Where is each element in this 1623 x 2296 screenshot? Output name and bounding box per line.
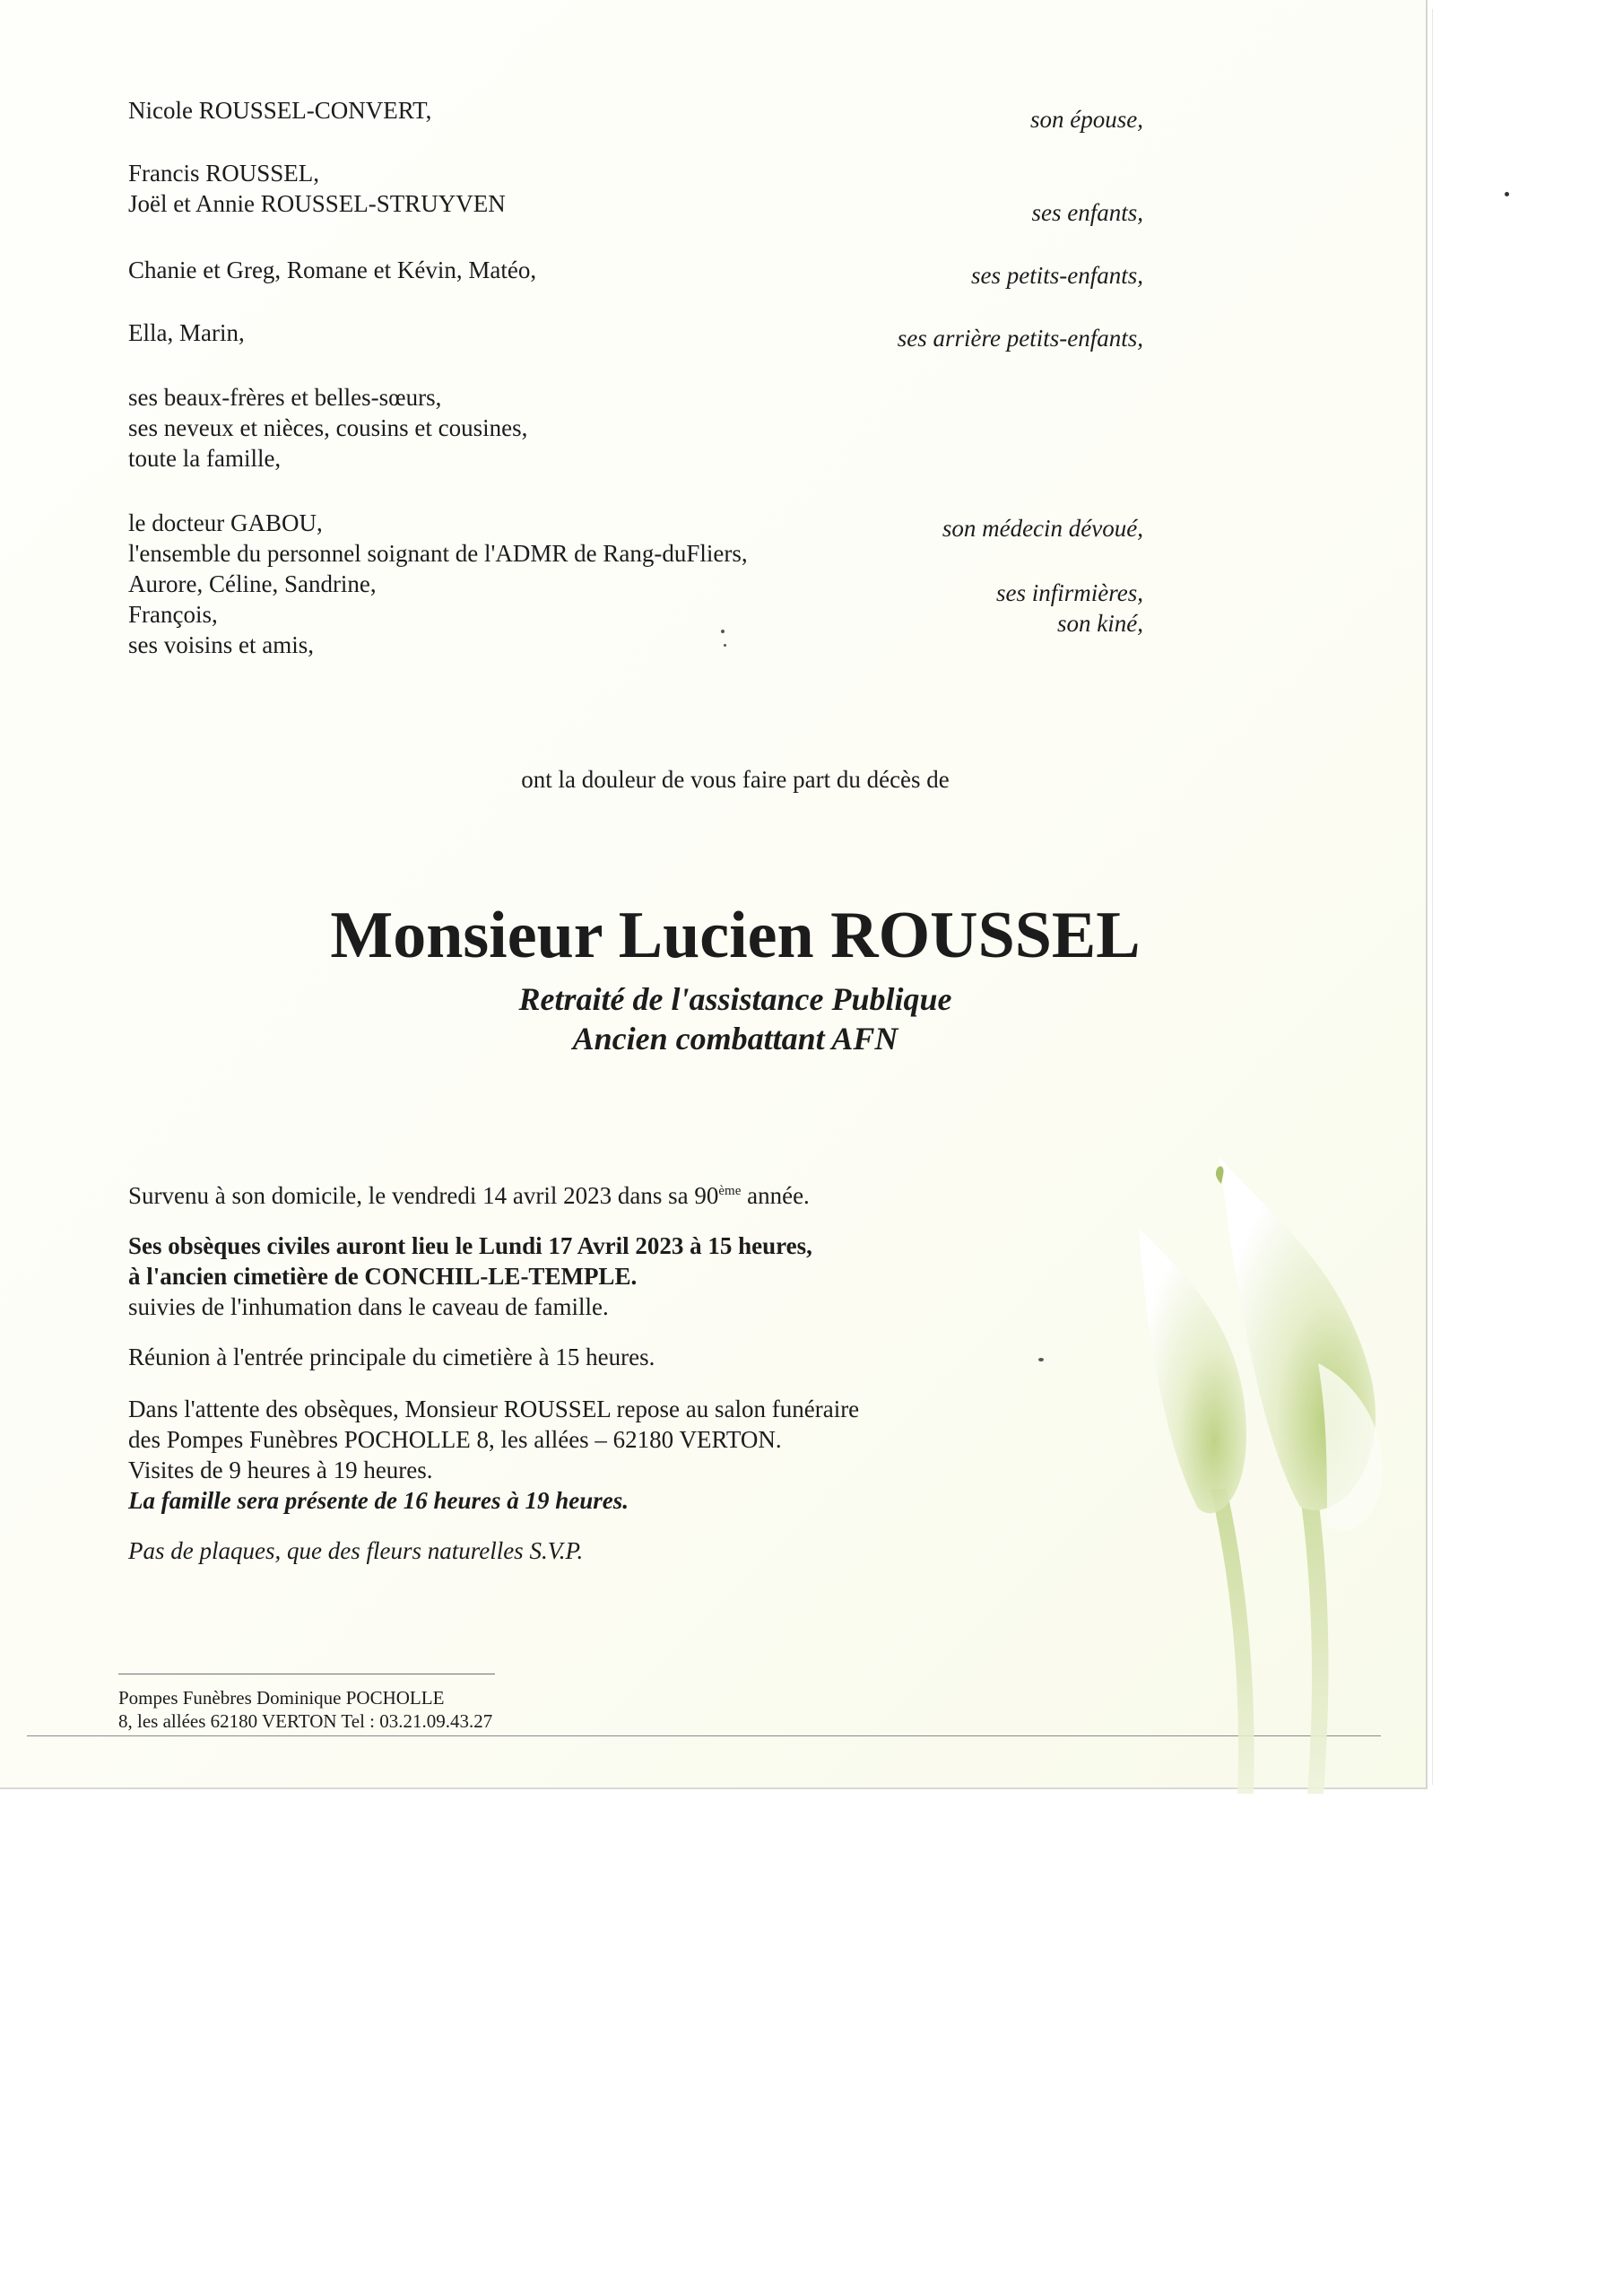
calla-lily-illustration <box>1103 1148 1426 1794</box>
family-name-line: toute la famille, <box>128 445 282 472</box>
lily-spadix <box>1216 1166 1224 1184</box>
family-relation: son épouse, <box>1030 106 1143 133</box>
family-presence-note: La famille sera présente de 16 heures à 19 heures. <box>128 1487 629 1514</box>
lily-stem <box>1211 1489 1254 1794</box>
scanner-page-edge <box>1432 9 1433 1785</box>
scan-speck <box>724 644 726 647</box>
family-relation: son kiné, <box>1057 610 1143 637</box>
announcement-text: ont la douleur de vous faire part du décès de <box>521 766 950 793</box>
footer-address: 8, les allées 62180 VERTON Tel : 03.21.09.43.27 <box>118 1710 493 1732</box>
family-relation: son médecin dévoué, <box>942 515 1143 542</box>
scan-speck <box>1038 1358 1044 1361</box>
deceased-name: Monsieur Lucien ROUSSEL <box>330 899 1141 972</box>
family-name-line: Aurore, Céline, Sandrine, <box>128 570 377 597</box>
meeting-note: Réunion à l'entrée principale du cimetière à 15 heures. <box>128 1344 655 1370</box>
family-name-line: Nicole ROUSSEL-CONVERT, <box>128 97 432 124</box>
family-name-line: le docteur GABOU, <box>128 509 323 536</box>
visits-note: Visites de 9 heures à 19 heures. <box>128 1457 433 1483</box>
flowers-note: Pas de plaques, que des fleurs naturelles S.V.P. <box>128 1537 584 1564</box>
family-name-line: Ella, Marin, <box>128 319 245 346</box>
family-relation: ses petits-enfants, <box>971 262 1143 289</box>
burial-note: suivies de l'inhumation dans le caveau de famille. <box>128 1293 609 1320</box>
family-relation: ses infirmières, <box>996 579 1143 606</box>
family-name-line: Chanie et Greg, Romane et Kévin, Matéo, <box>128 257 537 283</box>
scan-speck <box>721 630 725 633</box>
death-notice-text: Survenu à son domicile, le vendredi 14 avril 2023 dans sa 90 <box>128 1182 719 1209</box>
family-relation: ses arrière petits-enfants, <box>897 325 1143 352</box>
death-notice <box>128 1180 810 1211</box>
lily-petal <box>1139 1229 1246 1513</box>
family-name-line: ses beaux-frères et belles-sœurs, <box>128 384 442 411</box>
footer-company: Pompes Funèbres Dominique POCHOLLE <box>118 1687 445 1709</box>
ordinal-suffix: ème <box>718 1184 742 1198</box>
family-name-line: ses voisins et amis, <box>128 631 314 658</box>
family-name-line: l'ensemble du personnel soignant de l'ADMR de Rang-duFliers, <box>128 540 748 567</box>
deceased-title: Ancien combattant AFN <box>572 1021 898 1057</box>
scan-speck <box>1505 192 1509 196</box>
rest-note: des Pompes Funèbres POCHOLLE 8, les allées – 62180 VERTON. <box>128 1426 782 1453</box>
rest-note: Dans l'attente des obsèques, Monsieur ROUSSEL repose au salon funéraire <box>128 1396 860 1422</box>
death-notice-end: année. <box>741 1182 810 1209</box>
funeral-details: Ses obsèques civiles auront lieu le Lundi 17 Avril 2023 à 15 heures, <box>128 1232 812 1259</box>
family-name-line: ses neveux et nièces, cousins et cousines, <box>128 414 528 441</box>
family-name-line: Joël et Annie ROUSSEL-STRUYVEN <box>128 190 506 217</box>
family-name-line: Francis ROUSSEL, <box>128 160 320 187</box>
family-name-line: François, <box>128 601 218 628</box>
family-relation: ses enfants, <box>1031 199 1143 226</box>
funeral-location: à l'ancien cimetière de CONCHIL-LE-TEMPLE. <box>128 1263 638 1290</box>
deceased-title: Retraité de l'assistance Publique <box>518 981 952 1017</box>
